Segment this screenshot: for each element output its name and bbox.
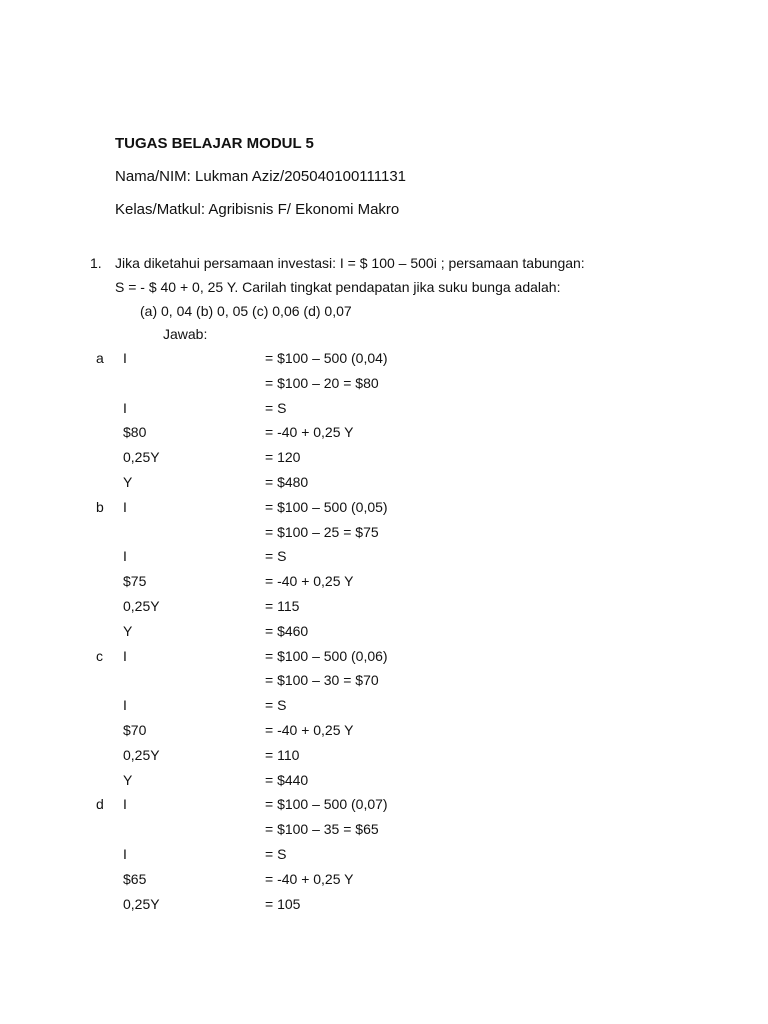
equation-rhs: = $100 – 500 (0,04)	[265, 350, 388, 366]
equation-rhs: = 110	[265, 746, 300, 763]
equation-rhs: = S	[265, 399, 287, 416]
student-name-nim: Nama/NIM: Lukman Aziz/205040100111131	[115, 168, 407, 185]
equation-rhs: = 105	[265, 895, 301, 912]
equation-rhs: = -40 + 0,25 Y	[265, 870, 354, 887]
equation-lhs: 0,25Y	[123, 746, 160, 763]
equation-lhs: I	[123, 350, 127, 366]
equation-rhs: = $480	[265, 474, 309, 490]
equation-rhs: = $440	[265, 771, 309, 788]
equation-lhs: I	[123, 399, 127, 416]
equation-rhs: = $100 – 500 (0,07)	[265, 796, 388, 813]
answer-row	[0, 870, 768, 890]
equation-lhs: I	[123, 647, 127, 664]
question-text-line-1: Jika diketahui persamaan investasi: I = $ 100 – 500i ; persamaan tabungan:	[115, 255, 585, 271]
answer-row	[0, 374, 768, 394]
answer-part-label: b	[96, 498, 104, 515]
equation-rhs: = -40 + 0,25 Y	[265, 573, 354, 590]
equation-lhs: I	[123, 796, 127, 813]
equation-rhs: = 120	[265, 449, 301, 466]
equation-lhs: $80	[123, 424, 147, 441]
answer-row	[0, 820, 768, 840]
equation-lhs: 0,25Y	[123, 449, 160, 466]
answer-row	[0, 547, 768, 567]
answer-row	[0, 473, 768, 493]
answer-row	[0, 845, 768, 865]
equation-rhs: = S	[265, 548, 287, 565]
equation-rhs: = S	[265, 846, 287, 862]
question-text-line-2: S = - $ 40 + 0, 25 Y. Carilah tingkat pendapatan jika suku bunga adalah:	[115, 279, 561, 295]
answer-part-label: c	[96, 647, 103, 664]
equation-rhs: = $100 – 20 = $80	[265, 374, 379, 391]
document-title: TUGAS BELAJAR MODUL 5	[115, 135, 314, 152]
equation-lhs: $65	[123, 870, 147, 887]
answer-row	[0, 895, 768, 915]
equation-lhs: I	[123, 697, 127, 714]
answer-row	[0, 349, 768, 369]
answer-row	[0, 771, 768, 791]
equation-lhs: Y	[123, 474, 133, 490]
answer-row	[0, 399, 768, 419]
answer-row	[0, 721, 768, 741]
class-course: Kelas/Matkul: Agribisnis F/ Ekonomi Makro	[115, 201, 400, 218]
question-options: (a) 0, 04 (b) 0, 05 (c) 0,06 (d) 0,07	[140, 303, 352, 319]
answer-row	[0, 423, 768, 443]
equation-lhs: 0,25Y	[123, 895, 160, 912]
answer-label: Jawab:	[163, 326, 208, 342]
answer-row	[0, 523, 768, 543]
answer-part-label: a	[96, 350, 104, 366]
equation-lhs: Y	[123, 622, 133, 639]
equation-rhs: = -40 + 0,25 Y	[265, 722, 354, 738]
equation-lhs: 0,25Y	[123, 598, 160, 614]
equation-rhs: = $100 – 30 = $70	[265, 672, 379, 689]
equation-lhs: I	[123, 498, 127, 515]
equation-lhs: $75	[123, 573, 147, 590]
answer-row	[0, 647, 768, 667]
answer-row	[0, 795, 768, 815]
equation-rhs: = -40 + 0,25 Y	[265, 424, 354, 441]
equation-lhs: I	[123, 846, 127, 862]
answer-row	[0, 671, 768, 691]
equation-rhs: = $100 – 500 (0,05)	[265, 498, 388, 515]
equation-rhs: = $100 – 35 = $65	[265, 821, 379, 838]
answer-row	[0, 597, 768, 617]
answer-row	[0, 498, 768, 518]
equation-lhs: $70	[123, 722, 147, 738]
equation-rhs: = 115	[265, 598, 300, 614]
equation-rhs: = S	[265, 697, 287, 714]
answer-row	[0, 696, 768, 716]
equation-rhs: = $460	[265, 622, 309, 639]
equation-lhs: I	[123, 548, 127, 565]
equation-rhs: = $100 – 25 = $75	[265, 523, 379, 540]
answer-row	[0, 746, 768, 766]
answer-row	[0, 448, 768, 468]
answer-part-label: d	[96, 796, 104, 813]
equation-lhs: Y	[123, 771, 133, 788]
answer-row	[0, 622, 768, 642]
answer-row	[0, 572, 768, 592]
question-number: 1.	[90, 255, 102, 271]
equation-rhs: = $100 – 500 (0,06)	[265, 647, 388, 664]
